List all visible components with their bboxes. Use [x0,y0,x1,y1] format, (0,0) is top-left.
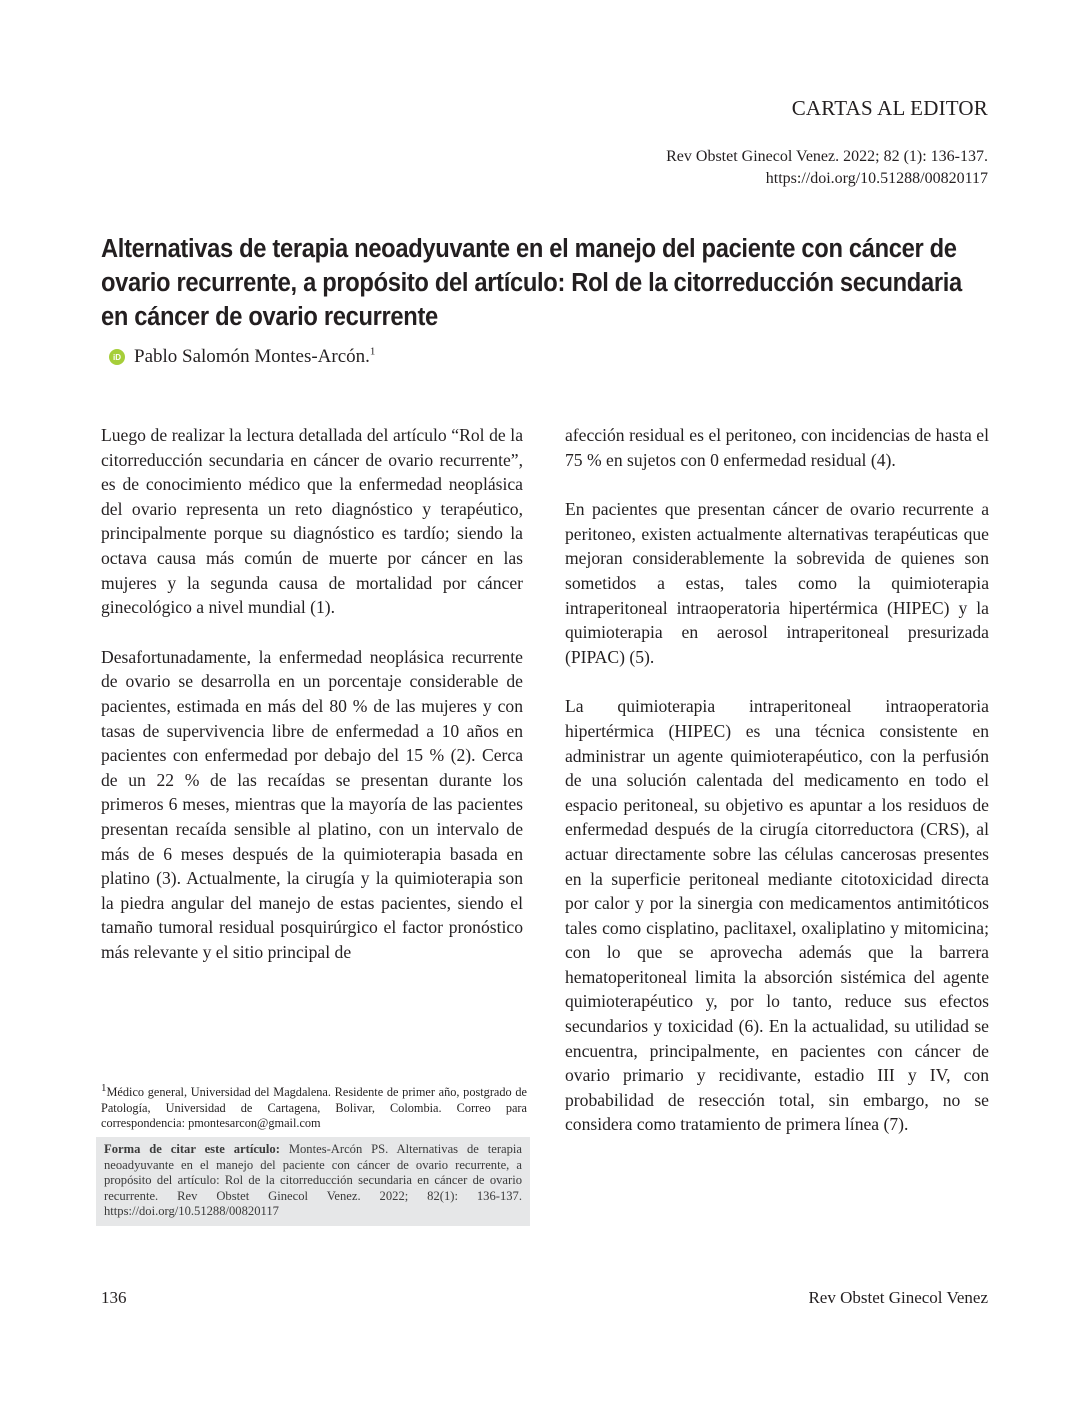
how-to-cite-label: Forma de citar este artículo: [104,1142,280,1156]
body-paragraph: Desafortunadamente, la enfermedad neoplásica recurrente de ovario se desarrolla en un porcentaje considerable de pacientes, estimada en más del 80 % de las mujeres y con tasas de supervivencia libre de enfermedad a 10 años en pacientes con enfermedad por debajo del 15 % (2). Cerca de un 22 % de las recaídas se presentan durante los primeros 6 meses, mientras que la mayoría de las pacientes presentan recaída sensible al platino, con un intervalo de más de 6 meses después de la quimioterapia basada en platino (3). Actualmente, la cirugía y la quimioterapia son la piedra angular del manejo de estas pacientes, siendo el tamaño tumoral residual posquirúrgico el factor pronóstico más relevante y el sitio principal de [101,646,523,962]
journal-citation: Rev Obstet Ginecol Venez. 2022; 82 (1): 136-137. [666,148,988,165]
orcid-icon[interactable]: iD [109,349,125,365]
section-label: CARTAS AL EDITOR [791,96,988,120]
footnote-text: Médico general, Universidad del Magdalena. Residente de primer año, postgrado de Patología, Universidad de Cartagena, Bolivar, Colombia. Correo para correspondencia: pmontesarcon@gmail.com [101,1085,527,1130]
author-name: Pablo Salomón Montes-Arcón.$^1$ [134,345,376,367]
how-to-cite-text: Montes-Arcón PS. Alternativas de terapia neoadyuvante en el manejo del paciente con cáncer de ovario recurrente, a propósito del artículo: Rol de la citorreducción secundaria en cáncer de ovario recurrente. Rev Obstet Ginecol Venez. 2022; 82(1): 136-137. https://doi.org/10.51288/00820117 [104,1142,522,1219]
affiliation-footnote [101,1081,527,1132]
author-row [109,346,375,368]
footnote-mark: 1 [101,1081,107,1094]
right-column [565,423,989,1162]
author-affiliation-mark: 1 [369,345,376,358]
body-paragraph: La quimioterapia intraperitoneal intraoperatoria hipertérmica (HIPEC) es una técnica consistente en administrar un agente quimioterapéutico, con la perfusión de una solución calentada del medicamento en todo el espacio peritoneal, su objetivo es apuntar a los residuos de enfermedad después de la cirugía citorreductora (CRS), al actuar directamente sobre las células cancerosas presentes en la superficie peritoneal mediante citotoxicidad directa por calor y por la sinergia con medicamentos antimitóticos tales como cisplatino, paclitaxel, oxaliplatino y mitomicina; con lo que se aprovecha además que la barrera hematoperitoneal limita la absorción sistémica del agente quimioterapéutico y, por lo tanto, reduce sus efectos secundarios y toxicidad (6). En la actualidad, su utilidad se encuentra, principalmente, en pacientes con cáncer de ovario primario y recidivante, estadio III y IV, con probabilidad de resección total, sin embargo, no se considera como tratamiento de primera línea (7). [565,696,989,1135]
page-number: 136 [101,1288,127,1307]
doi-link[interactable]: https://doi.org/10.51288/00820117 [765,170,988,187]
journal-footer: Rev Obstet Ginecol Venez [808,1288,988,1307]
body-paragraph: En pacientes que presentan cáncer de ovario recurrente a peritoneo, existen actualmente alternativas terapéuticas que mejoran considerablemente la sobrevida de quienes son sometidos a estas, tales como la quimioterapia intraperitoneal intraoperatoria hipertérmica (HIPEC) y la quimioterapia en aerosol intraperitoneal presurizada (PIPAC) (5). [565,499,989,667]
how-to-cite-box [96,1137,530,1226]
left-column [101,423,523,989]
body-paragraph: afección residual es el peritoneo, con incidencias de hasta el 75 % en sujetos con 0 enfermedad residual (4). [565,425,989,470]
body-paragraph: Luego de realizar la lectura detallada del artículo “Rol de la citorreducción secundaria en cáncer de ovario recurrente”, es de conocimiento médico que la enfermedad neoplásica del ovario representa un reto diagnóstico y terapéutico, principalmente porque su diagnóstico es tardío; siendo la octava causa más común de muerte por cáncer en las mujeres y la segunda causa de mortalidad por cáncer ginecológico a nivel mundial (1). [101,425,523,618]
article-title: Alternativas de terapia neoadyuvante en el manejo del paciente con cáncer de ovario recurrente, a propósito del artículo: Rol de la citorreducción secundaria en cáncer de ovario recurrente [101,235,962,331]
